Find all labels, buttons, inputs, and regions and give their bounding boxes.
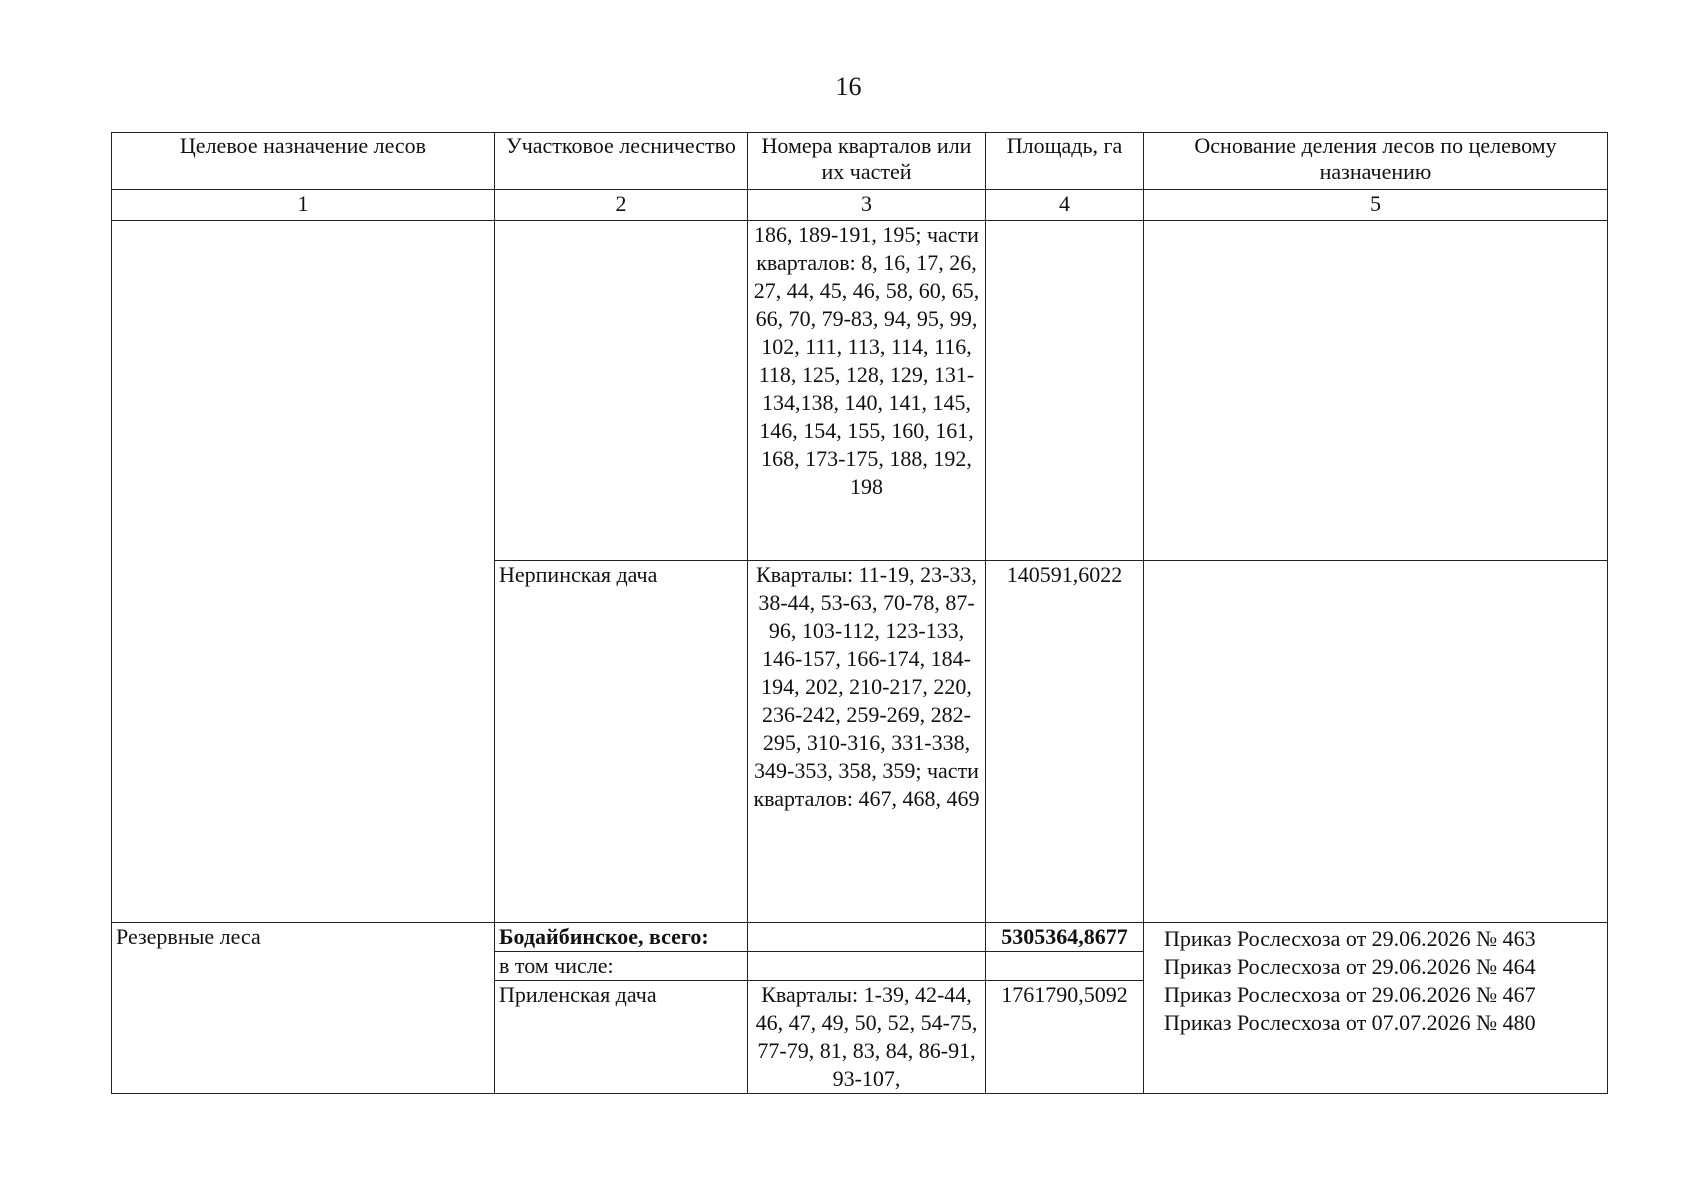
area-cell: 1761790,5092 — [986, 981, 1144, 1094]
area-cell-empty — [986, 221, 1144, 561]
forestry-cell: Приленская дача — [495, 981, 748, 1094]
forestry-cell-empty — [495, 221, 748, 561]
header-quarters: Номера кварталов или их частей — [748, 133, 986, 190]
forest-purpose-table — [111, 132, 1608, 1094]
column-number: 2 — [495, 190, 748, 221]
basis-order: Приказ Рослесхоза от 29.06.2026 № 464 — [1164, 954, 1536, 979]
header-purpose: Целевое назначение лесов — [112, 133, 495, 190]
basis-order: Приказ Рослесхоза от 29.06.2026 № 463 — [1164, 926, 1536, 951]
column-number: 4 — [986, 190, 1144, 221]
page-number: 16 — [835, 72, 862, 101]
area-cell: 140591,6022 — [986, 561, 1144, 923]
forestry-total-cell: Бодайбинское, всего: — [495, 923, 748, 952]
basis-cell — [1144, 923, 1608, 1094]
forestry-cell: в том числе: — [495, 952, 748, 981]
header-basis: Основание деления лесов по целевому назначению — [1144, 133, 1608, 190]
area-total-cell: 5305364,8677 — [986, 923, 1144, 952]
column-number: 3 — [748, 190, 986, 221]
quarters-cell-empty — [748, 923, 986, 952]
basis-order: Приказ Рослесхоза от 29.06.2026 № 467 — [1164, 982, 1536, 1007]
header-forestry: Участковое лесничество — [495, 133, 748, 190]
quarters-cell-empty — [748, 952, 986, 981]
basis-cell-empty — [1144, 561, 1608, 923]
column-number: 5 — [1144, 190, 1608, 221]
basis-cell-empty — [1144, 221, 1608, 561]
forestry-cell: Нерпинская дача — [495, 561, 748, 923]
basis-order: Приказ Рослесхоза от 07.07.2026 № 480 — [1164, 1010, 1536, 1035]
column-number-row — [112, 190, 1608, 221]
purpose-cell: Резервные леса — [112, 923, 495, 1094]
header-area: Площадь, га — [986, 133, 1144, 190]
table-row — [112, 923, 1608, 952]
quarters-cell: Кварталы: 1-39, 42-44, 46, 47, 49, 50, 52, 54-75, 77-79, 81, 83, 84, 86-91, 93-107, — [748, 981, 986, 1094]
quarters-cell: Кварталы: 11-19, 23-33, 38-44, 53-63, 70-78, 87-96, 103-112, 123-133, 146-157, 166-174, 184-194, 202, 210-217, 220, 236-242, 259-269, 282-295, 310-316, 331-338, 349-353, 358, 359; части кварталов: 467, 468, 469 — [748, 561, 986, 923]
purpose-cell-empty — [112, 221, 495, 923]
table-header-row — [112, 133, 1608, 190]
table-row — [112, 221, 1608, 561]
quarters-cell: 186, 189-191, 195; части кварталов: 8, 16, 17, 26, 27, 44, 45, 46, 58, 60, 65, 66, 70, 79-83, 94, 95, 99, 102, 111, 113, 114, 116, 118, 125, 128, 129, 131-134,138, 140, 141, 145, 146, 154, 155, 160, 161, 168, 173-175, 188, 192, 198 — [748, 221, 986, 561]
area-cell-empty — [986, 952, 1144, 981]
column-number: 1 — [112, 190, 495, 221]
